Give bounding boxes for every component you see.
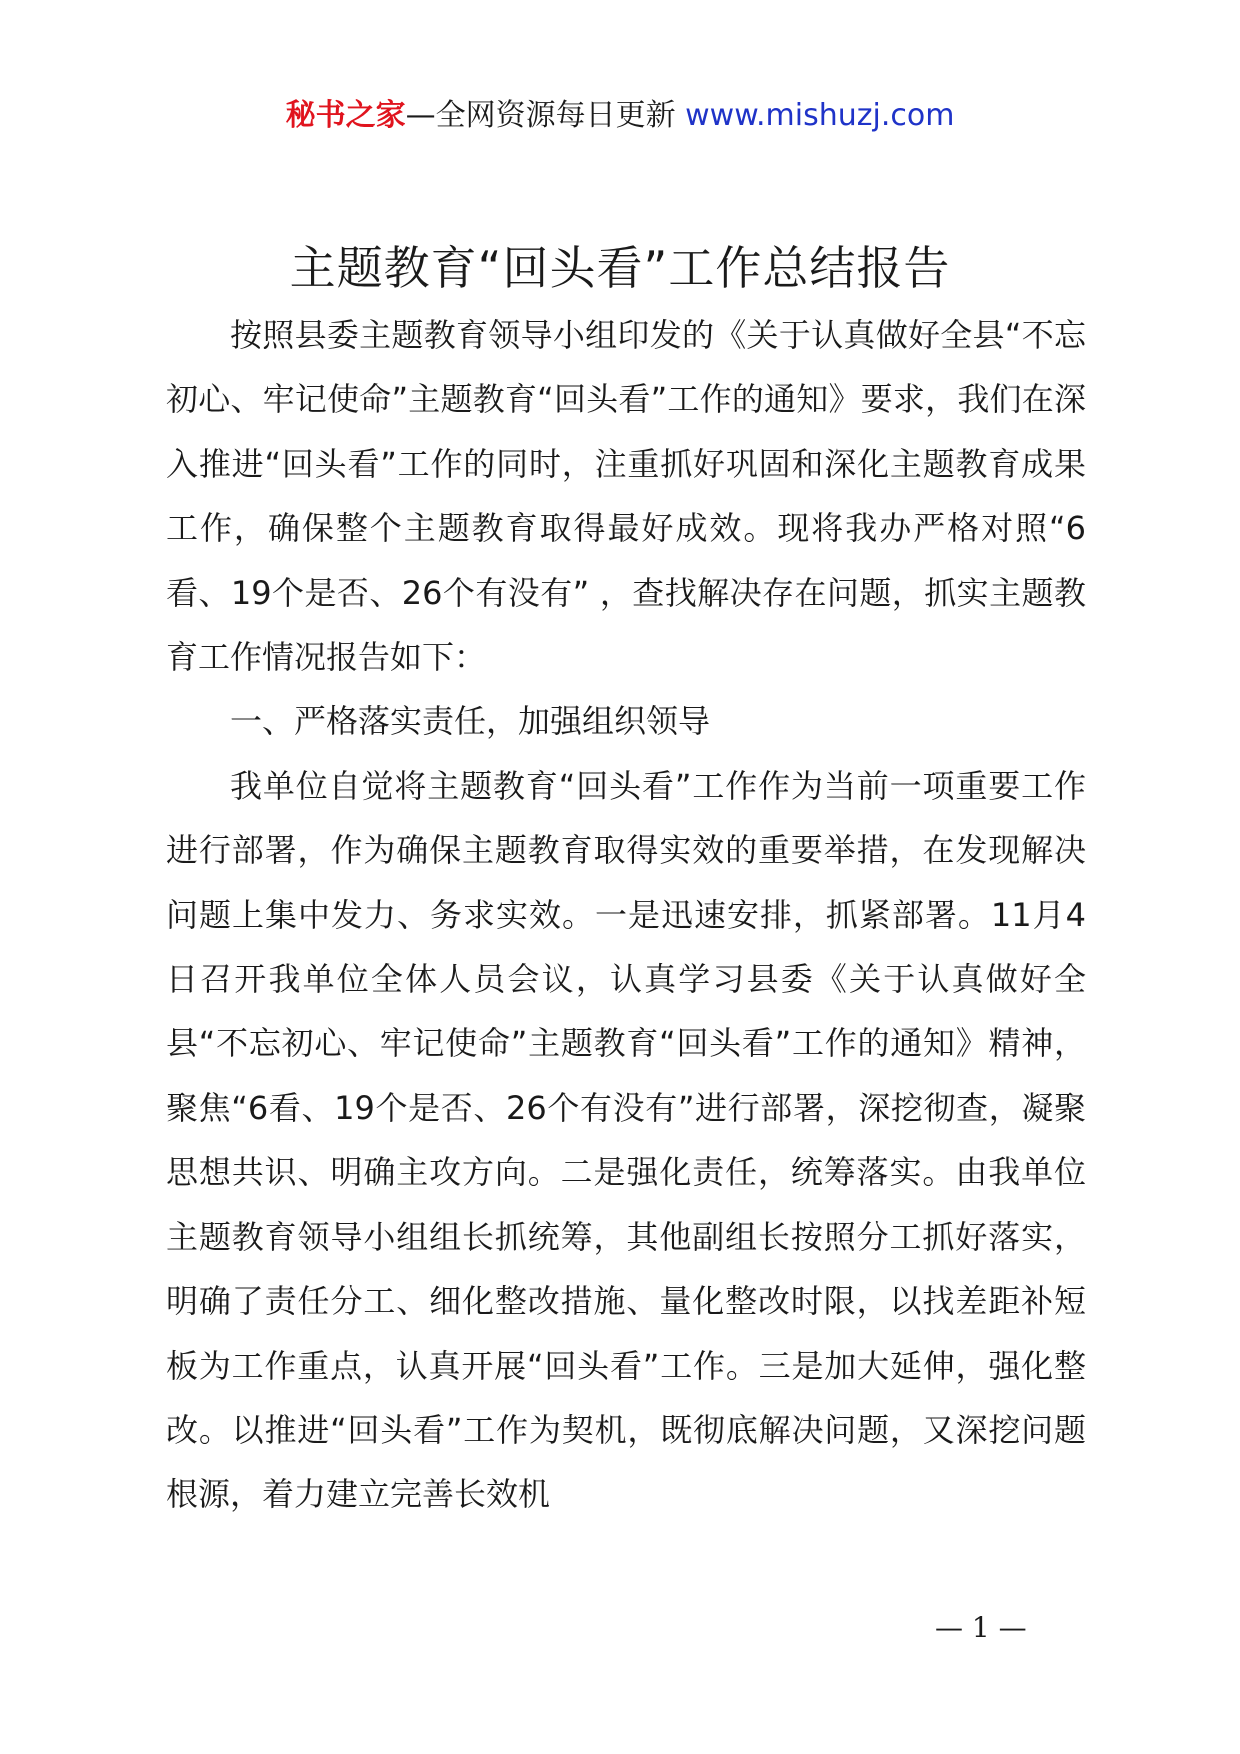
site-header [0,96,1240,136]
page-number: — 1 — [935,1611,1027,1644]
document-title: 主题教育“回头看”工作总结报告 [289,241,951,295]
intro-paragraph: 按照县委主题教育领导小组印发的《关于认真做好全县“不忘初心、牢记使命”主题教育“回头看”工作的通知》要求，我们在深入推进“回头看”工作的同时，注重抓好巩固和深化主题教育成果工作，确保整个主题教育取得最好成效。现将我办严格对照“6看、19个是否、26个有没有” ，查找解决存在问题，抓实主题教育工作情况报告如下： [166,316,1086,677]
section-paragraph: 我单位自觉将主题教育“回头看”工作作为当前一项重要工作进行部署，作为确保主题教育取得实效的重要举措，在发现解决问题上集中发力、务求实效。一是迅速安排，抓紧部署。11月4日召开我单位全体人员会议，认真学习县委《关于认真做好全县“不忘初心、牢记使命”主题教育“回头看”工作的通知》精神，聚焦“6看、19个是否、26个有没有”进行部署，深挖彻查，凝聚思想共识、明确主攻方向。二是强化责任，统筹落实。由我单位主题教育领导小组组长抓统筹，其他副组长按照分工抓好落实，明确了责任分工、细化整改措施、量化整改时限，以找差距补短板为工作重点，认真开展“回头看”工作。三是加大延伸，强化整改。以推进“回头看”工作为契机，既彻底解决问题，又深挖问题根源，着力建立完善长效机 [166,766,1086,1514]
header-slogan: —全网资源每日更新 [405,98,676,133]
brand-name: 秘书之家 [285,98,406,133]
section-heading: 一、严格落实责任，加强组织领导 [230,702,711,741]
document-body [166,303,1086,1527]
website-link[interactable]: www.mishuzj.com [685,98,955,133]
